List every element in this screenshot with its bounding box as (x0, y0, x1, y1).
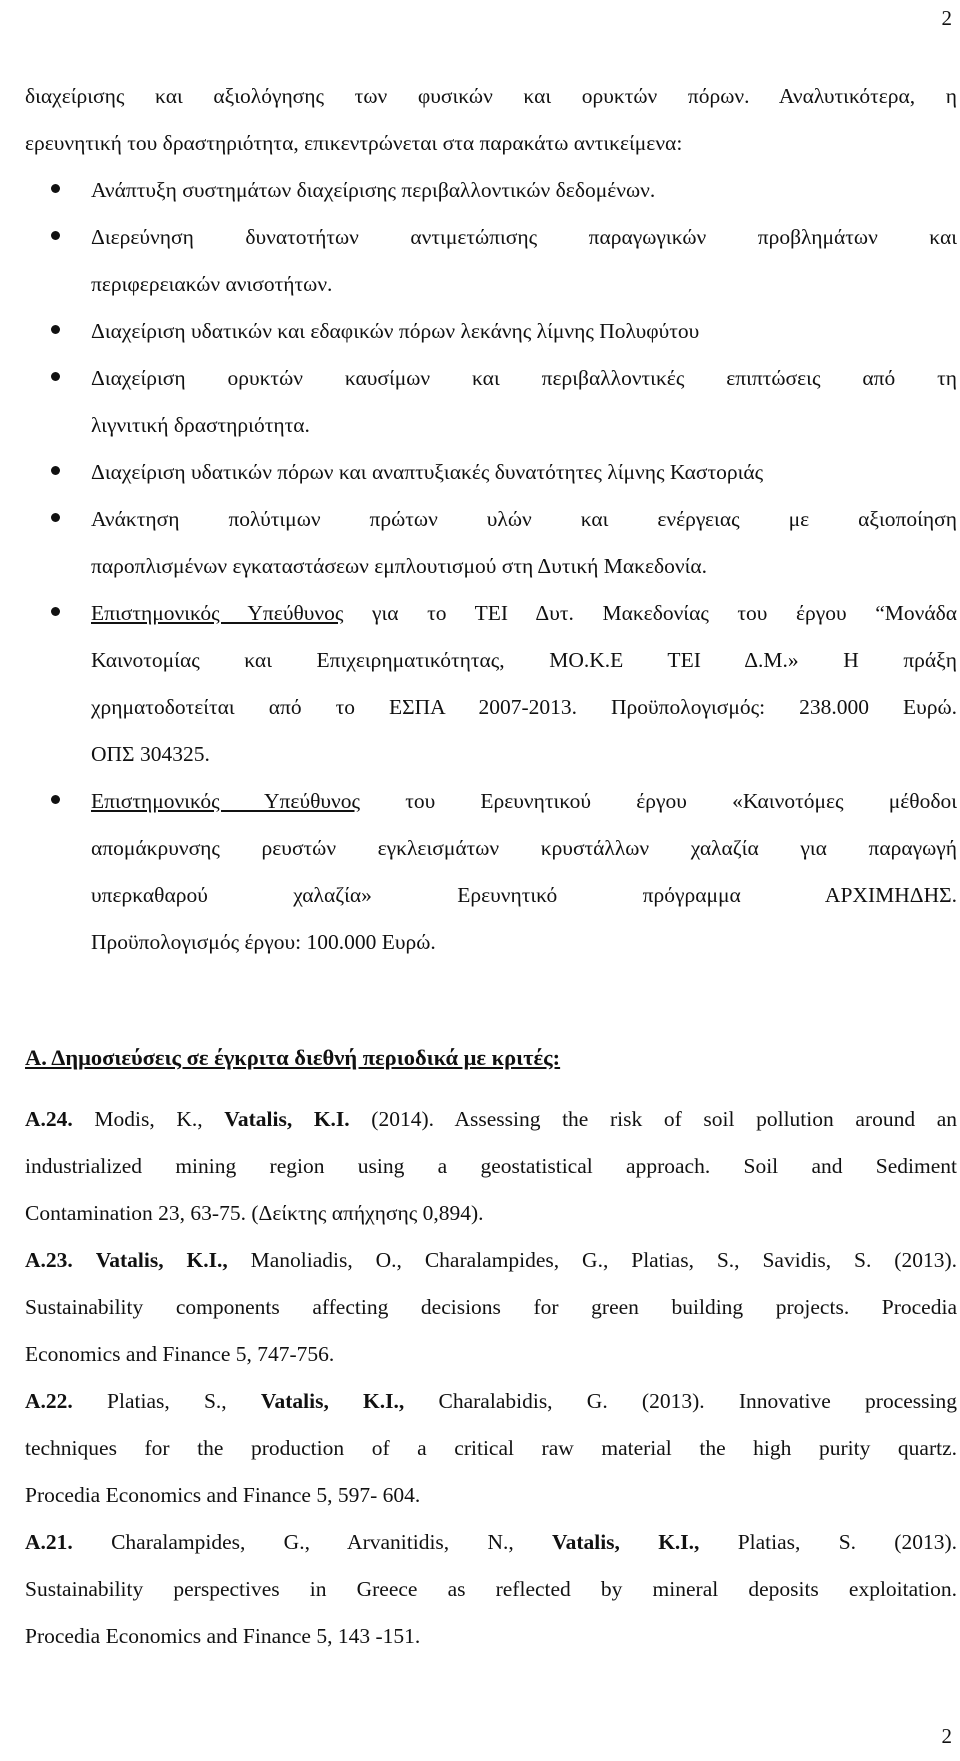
publication-entry (25, 1378, 957, 1519)
bullet-icon (51, 795, 60, 804)
publication-line: Procedia Economics and Finance 5, 143 -151. (25, 1624, 421, 1648)
publication-line: Sustainability perspectives in Greece as reflected by mineral deposits exploitation. (25, 1577, 957, 1601)
publication-line: Contamination 23, 63-75. (Δείκτης απήχησης 0,894). (25, 1201, 484, 1225)
publication-line (25, 1378, 957, 1425)
publication-id: A.22. (25, 1389, 73, 1413)
list-item-text: Ανάκτηση πολύτιμων πρώτων υλών και ενέργειας με αξιοποίηση (91, 507, 957, 531)
highlighted-author: Vatalis, K.I. (224, 1107, 350, 1131)
list-item-text: Διερεύνηση δυνατοτήτων αντιμετώπισης παραγωγικών προβλημάτων και (91, 225, 957, 249)
list-item-text: απομάκρυνσης ρευστών εγκλεισμάτων κρυστάλλων χαλαζία για παραγωγή (91, 836, 957, 860)
intro-paragraph (25, 73, 957, 167)
bullet-icon (51, 372, 60, 381)
page-number-bottom: 2 (941, 1724, 952, 1748)
list-item-text: Διαχείριση ορυκτών καυσίμων και περιβαλλοντικές επιπτώσεις από τη (91, 366, 957, 390)
publication-text: (2014). Assessing the risk of soil pollution around an (349, 1107, 957, 1131)
list-item-text: υπερκαθαρού χαλαζία» Ερευνητικό πρόγραμμα ΑΡΧΙΜΗΔΗΣ. (91, 883, 957, 907)
list-item-text: παροπλισμένων εγκαταστάσεων εμπλουτισμού στη Δυτική Μακεδονία. (91, 554, 708, 578)
publication-line: techniques for the production of a critical raw material the high purity quartz. (25, 1436, 957, 1460)
publication-id: A.21. (25, 1530, 73, 1554)
bullet-icon (51, 513, 60, 522)
list-item-text: Προϋπολογισμός έργου: 100.000 Ευρώ. (91, 930, 436, 954)
highlighted-author: Vatalis, K.I., (95, 1248, 228, 1272)
publication-entry (25, 1237, 957, 1378)
bullet-icon (51, 231, 60, 240)
list-item-text-rest: για το ΤΕΙ Δυτ. Μακεδονίας του έργου “Μονάδα (343, 601, 957, 625)
publication-line: Economics and Finance 5, 747-756. (25, 1342, 335, 1366)
list-item-text: χρηματοδοτείται από το ΕΣΠΑ 2007-2013. Προϋπολογισμός: 238.000 Ευρώ. (91, 695, 957, 719)
list-item-text: Καινοτομίας και Επιχειρηματικότητας, ΜΟ.Κ.Ε ΤΕΙ Δ.Μ.» Η πράξη (91, 648, 957, 672)
intro-line: ερευνητική του δραστηριότητα, επικεντρώνεται στα παρακάτω αντικείμενα: (25, 131, 683, 155)
publication-authors: Modis, K., (72, 1107, 225, 1131)
publication-authors: Charalampides, G., Arvanitidis, N., (72, 1530, 553, 1554)
publication-line: industrialized mining region using a geostatistical approach. Soil and Sediment (25, 1154, 957, 1178)
list-item-text: Διαχείριση υδατικών και εδαφικών πόρων λεκάνης λίμνης Πολυφύτου (91, 319, 700, 343)
publications-list (25, 1096, 957, 1660)
publication-entry (25, 1096, 957, 1237)
bullet-icon (51, 184, 60, 193)
list-item-text-rest: του Ερευνητικού έργου «Καινοτόμες μέθοδοι (360, 789, 957, 813)
publication-line: Procedia Economics and Finance 5, 597- 604. (25, 1483, 421, 1507)
intro-line: διαχείρισης και αξιολόγησης των φυσικών και ορυκτών πόρων. Αναλυτικότερα, η (25, 84, 957, 108)
list-item-text (91, 778, 957, 825)
publication-line (25, 1519, 957, 1566)
list-item-text: Ανάπτυξη συστημάτων διαχείρισης περιβαλλοντικών δεδομένων. (91, 178, 656, 202)
publication-text: Platias, S. (2013). (699, 1530, 957, 1554)
publication-text: Manoliadis, O., Charalampides, G., Platias, S., Savidis, S. (2013). (227, 1248, 957, 1272)
highlighted-author: Vatalis, K.I., (552, 1530, 700, 1554)
publication-line: Sustainability components affecting decisions for green building projects. Procedia (25, 1295, 957, 1319)
list-item-text: Διαχείριση υδατικών πόρων και αναπτυξιακές δυνατότητες λίμνης Καστοριάς (91, 460, 764, 484)
list-item-text: ΟΠΣ 304325. (91, 742, 210, 766)
role-label: Επιστημονικός Υπεύθυνος (91, 789, 361, 813)
publication-line (25, 1096, 957, 1143)
publication-id: A.24. (25, 1107, 73, 1131)
list-item-text (91, 590, 957, 637)
bullet-icon (51, 607, 60, 616)
list-item-text: περιφερειακών ανισοτήτων. (91, 272, 333, 296)
publication-text: Charalabidis, G. (2013). Innovative processing (404, 1389, 958, 1413)
bullet-icon (51, 325, 60, 334)
role-label: Επιστημονικός Υπεύθυνος (91, 601, 344, 625)
publication-authors: Platias, S., (72, 1389, 261, 1413)
section-heading: Α. Δημοσιεύσεις σε έγκριτα διεθνή περιοδικά με κριτές: (25, 1045, 561, 1070)
publication-entry (25, 1519, 957, 1660)
publication-authors (73, 1248, 96, 1272)
page-number-top: 2 (941, 6, 952, 30)
list-item-text: λιγνιτική δραστηριότητα. (91, 413, 310, 437)
publication-line (25, 1237, 957, 1284)
bullet-icon (51, 466, 60, 475)
publication-id: A.23. (25, 1248, 73, 1272)
highlighted-author: Vatalis, K.I., (260, 1389, 405, 1413)
